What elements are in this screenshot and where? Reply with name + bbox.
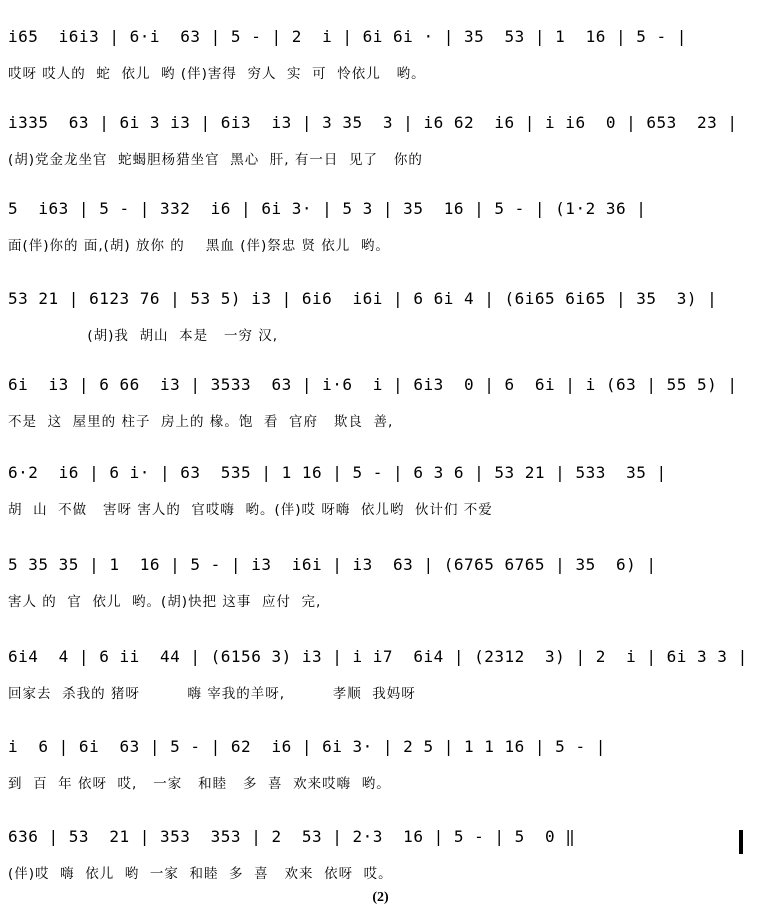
notation-line-3: 5 i63 | 5 - | 332 i6 | 6i 3· | 5 3 | 35 16 | 5 - | (1·2 36 |: [8, 199, 647, 218]
lyrics-line-10: (伴)哎 嗨 依儿 哟 一家 和睦 多 喜 欢来 依呀 哎。: [8, 866, 393, 882]
system-2: [0, 112, 761, 206]
notation-line-8: 6i4 4 | 6 ii 44 | (6156 3) i3 | i i7 6i4 | (2312 3) | 2 i | 6i 3 3 |: [8, 647, 748, 666]
notation-line-2: i335 63 | 6i 3 i3 | 6i3 i3 | 3 35 3 | i6 62 i6 | i i6 0 | 653 23 |: [8, 113, 738, 132]
notation-line-10: 636 | 53 21 | 353 353 | 2 53 | 2·3 16 | 5 - | 5 0 ‖: [8, 827, 576, 846]
notation-line-7: 5 35 35 | 1 16 | 5 - | i3 i6i | i3 63 | (6765 6765 | 35 6) |: [8, 555, 657, 574]
system-7: [0, 554, 761, 648]
system-6: [0, 462, 761, 556]
notation-line-6: 6·2 i6 | 6 i· | 63 535 | 1 16 | 5 - | 6 3 6 | 53 21 | 533 35 |: [8, 463, 667, 482]
notation-line-5: 6i i3 | 6 66 i3 | 3533 63 | i·6 i | 6i3 0 | 6 6i | i (63 | 55 5) |: [8, 375, 738, 394]
lyrics-line-6: 胡 山 不做 害呀 害人的 官哎嗨 哟。(伴)哎 呀嗨 依儿哟 伙计们 不爱: [8, 502, 493, 518]
notation-line-9: i 6 | 6i 63 | 5 - | 62 i6 | 6i 3· | 2 5 | 1 1 16 | 5 - |: [8, 737, 606, 756]
system-1: [0, 26, 761, 120]
lyrics-line-8: 回家去 杀我的 猪呀 嗨 宰我的羊呀, 孝顺 我妈呀: [8, 686, 416, 702]
lyrics-line-1: 哎呀 哎人的 蛇 依儿 哟 (伴)害得 穷人 实 可 怜依儿 哟。: [8, 66, 426, 82]
lyrics-line-5: 不是 这 屋里的 柱子 房上的 椽。饱 看 官府 欺良 善,: [8, 414, 394, 430]
system-8: [0, 646, 761, 740]
lyrics-line-7: 害人 的 官 依儿 哟。(胡)快把 这事 应付 完,: [8, 594, 322, 610]
lyrics-line-3: 面(伴)你的 面,(胡) 放你 的 黑血 (伴)祭忠 贤 依儿 哟。: [8, 238, 390, 254]
notation-line-4: 53 21 | 6123 76 | 53 5) i3 | 6i6 i6i | 6 6i 4 | (6i65 6i65 | 35 3) |: [8, 289, 718, 308]
lyrics-line-9: 到 百 年 依呀 哎, 一家 和睦 多 喜 欢来哎嗨 哟。: [8, 776, 391, 792]
system-3: [0, 198, 761, 292]
final-barline: [739, 830, 743, 854]
lyrics-line-2: (胡)党金龙坐官 蛇蝎胆杨猎坐官 黑心 肝, 有一日 见了 你的: [8, 152, 423, 168]
notation-line-1: i65 i6i3 | 6·i 63 | 5 - | 2 i | 6i 6i · | 35 53 | 1 16 | 5 - |: [8, 27, 687, 46]
system-5: [0, 374, 761, 468]
system-4: [0, 288, 761, 382]
lyrics-line-4: (胡)我 胡山 本是 一穷 汉,: [8, 328, 279, 344]
system-9: [0, 736, 761, 830]
page-number: (2): [372, 890, 389, 905]
